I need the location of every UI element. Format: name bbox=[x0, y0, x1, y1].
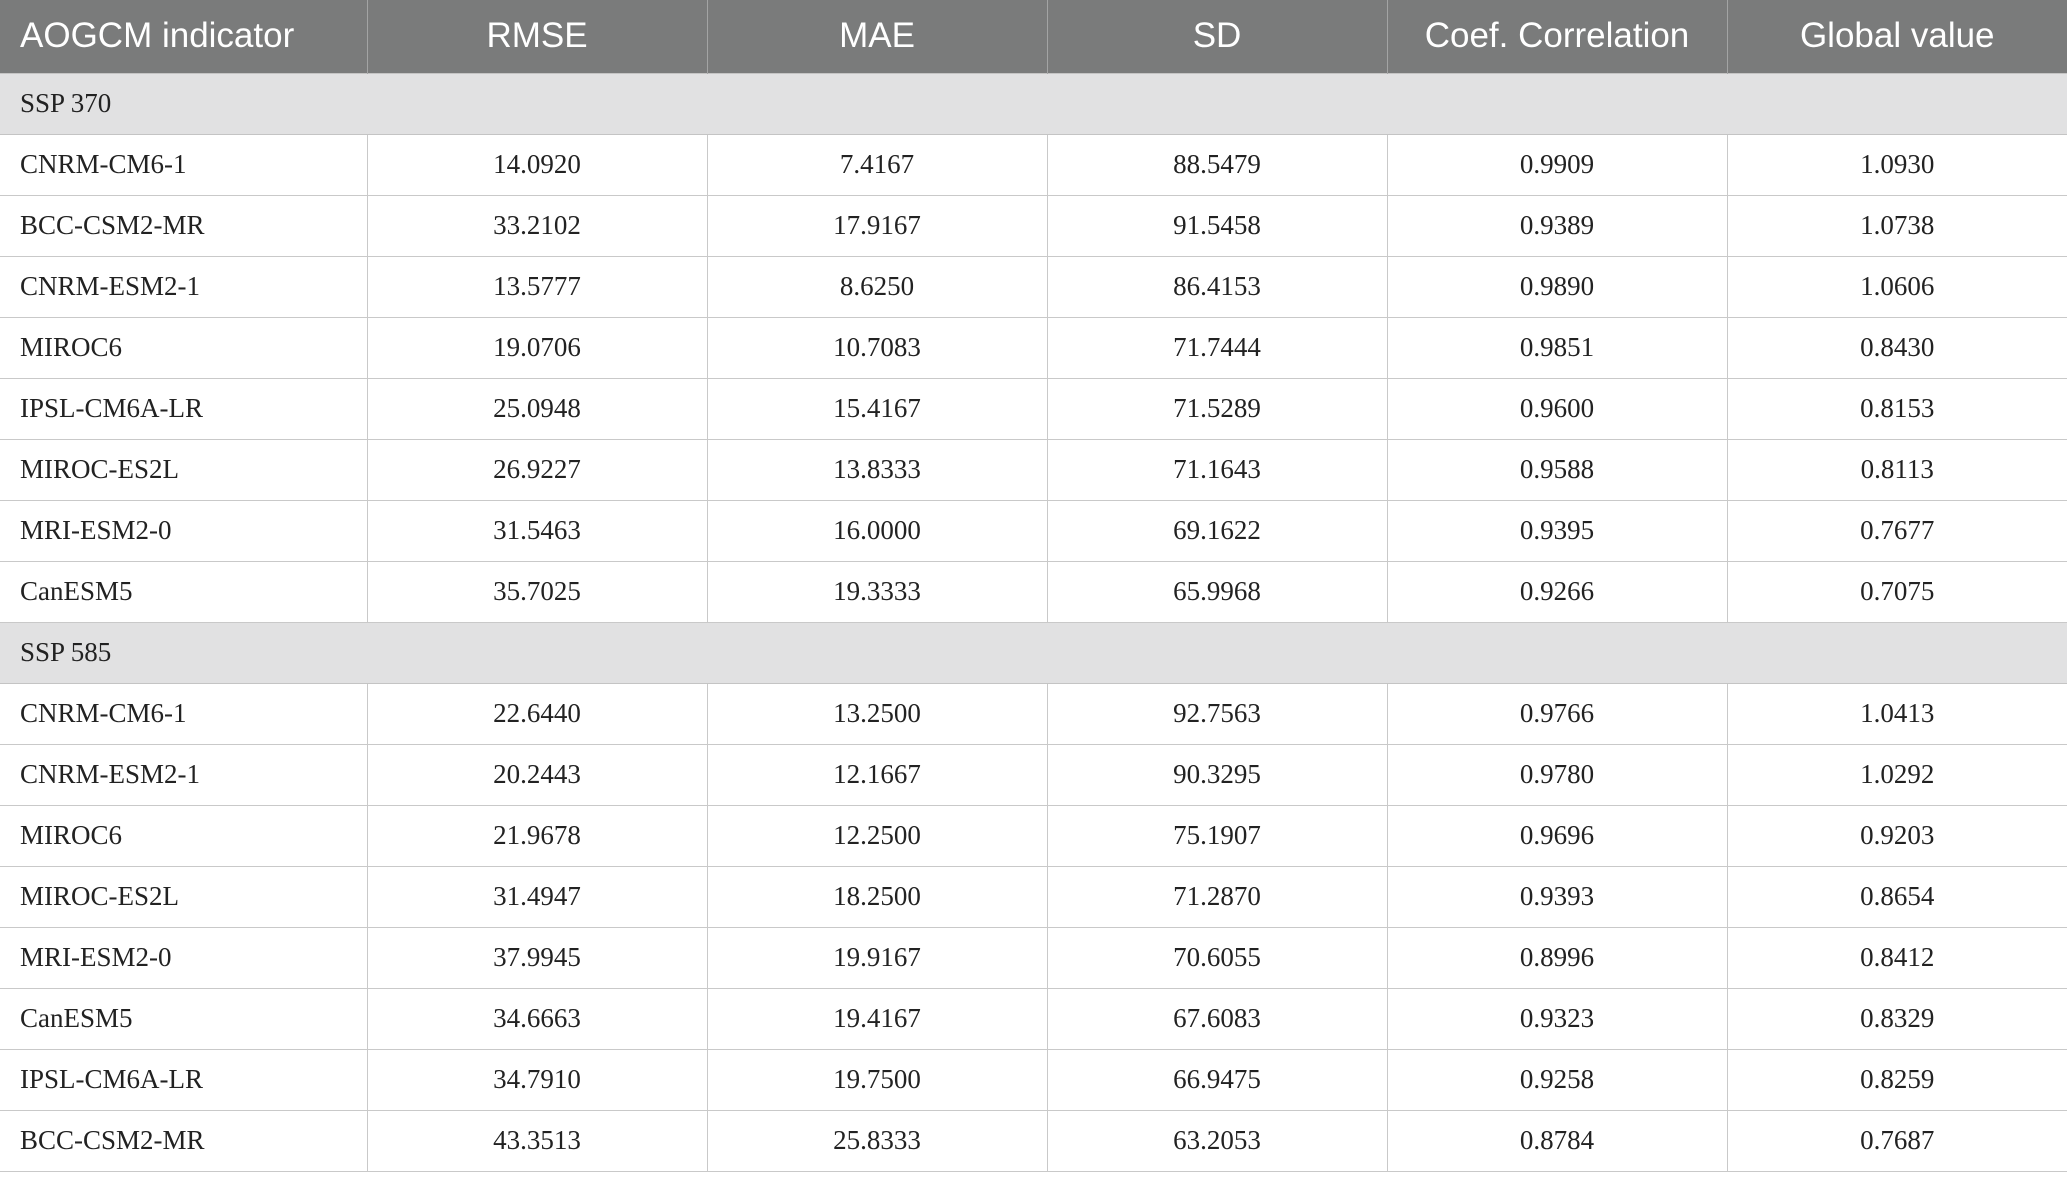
value-cell: 21.9678 bbox=[367, 805, 707, 866]
value-cell: 20.2443 bbox=[367, 744, 707, 805]
value-cell: 0.8153 bbox=[1727, 378, 2067, 439]
table-row bbox=[0, 195, 2067, 256]
model-name-cell: MIROC-ES2L bbox=[0, 439, 367, 500]
value-cell: 0.9393 bbox=[1387, 866, 1727, 927]
header-aogcm-indicator: AOGCM indicator bbox=[0, 0, 367, 73]
value-cell: 70.6055 bbox=[1047, 927, 1387, 988]
value-cell: 12.2500 bbox=[707, 805, 1047, 866]
value-cell: 18.2500 bbox=[707, 866, 1047, 927]
table-row bbox=[0, 1049, 2067, 1110]
value-cell: 0.9600 bbox=[1387, 378, 1727, 439]
value-cell: 67.6083 bbox=[1047, 988, 1387, 1049]
value-cell: 69.1622 bbox=[1047, 500, 1387, 561]
value-cell: 19.3333 bbox=[707, 561, 1047, 622]
value-cell: 33.2102 bbox=[367, 195, 707, 256]
value-cell: 86.4153 bbox=[1047, 256, 1387, 317]
value-cell: 0.8996 bbox=[1387, 927, 1727, 988]
value-cell: 0.7075 bbox=[1727, 561, 2067, 622]
value-cell: 0.7687 bbox=[1727, 1110, 2067, 1171]
table-body bbox=[0, 73, 2067, 1171]
model-name-cell: CNRM-ESM2-1 bbox=[0, 256, 367, 317]
value-cell: 63.2053 bbox=[1047, 1110, 1387, 1171]
value-cell: 71.2870 bbox=[1047, 866, 1387, 927]
value-cell: 0.9588 bbox=[1387, 439, 1727, 500]
header-row bbox=[0, 0, 2067, 73]
value-cell: 0.8430 bbox=[1727, 317, 2067, 378]
model-name-cell: MIROC6 bbox=[0, 805, 367, 866]
value-cell: 17.9167 bbox=[707, 195, 1047, 256]
table-row bbox=[0, 378, 2067, 439]
table-row bbox=[0, 744, 2067, 805]
value-cell: 34.6663 bbox=[367, 988, 707, 1049]
value-cell: 0.9389 bbox=[1387, 195, 1727, 256]
model-name-cell: BCC-CSM2-MR bbox=[0, 1110, 367, 1171]
value-cell: 0.9203 bbox=[1727, 805, 2067, 866]
value-cell: 0.9258 bbox=[1387, 1049, 1727, 1110]
value-cell: 25.8333 bbox=[707, 1110, 1047, 1171]
value-cell: 35.7025 bbox=[367, 561, 707, 622]
value-cell: 10.7083 bbox=[707, 317, 1047, 378]
group-row bbox=[0, 622, 2067, 683]
value-cell: 0.8113 bbox=[1727, 439, 2067, 500]
value-cell: 0.8412 bbox=[1727, 927, 2067, 988]
header-mae: MAE bbox=[707, 0, 1047, 73]
value-cell: 19.4167 bbox=[707, 988, 1047, 1049]
value-cell: 8.6250 bbox=[707, 256, 1047, 317]
value-cell: 16.0000 bbox=[707, 500, 1047, 561]
value-cell: 0.9266 bbox=[1387, 561, 1727, 622]
value-cell: 43.3513 bbox=[367, 1110, 707, 1171]
table-row bbox=[0, 561, 2067, 622]
value-cell: 22.6440 bbox=[367, 683, 707, 744]
value-cell: 0.8329 bbox=[1727, 988, 2067, 1049]
header-rmse: RMSE bbox=[367, 0, 707, 73]
value-cell: 13.8333 bbox=[707, 439, 1047, 500]
value-cell: 92.7563 bbox=[1047, 683, 1387, 744]
header-global-value: Global value bbox=[1727, 0, 2067, 73]
group-label: SSP 585 bbox=[0, 622, 2067, 683]
value-cell: 12.1667 bbox=[707, 744, 1047, 805]
value-cell: 15.4167 bbox=[707, 378, 1047, 439]
table-row bbox=[0, 805, 2067, 866]
model-name-cell: IPSL-CM6A-LR bbox=[0, 378, 367, 439]
value-cell: 90.3295 bbox=[1047, 744, 1387, 805]
value-cell: 75.1907 bbox=[1047, 805, 1387, 866]
value-cell: 26.9227 bbox=[367, 439, 707, 500]
value-cell: 0.9696 bbox=[1387, 805, 1727, 866]
value-cell: 91.5458 bbox=[1047, 195, 1387, 256]
model-name-cell: MIROC6 bbox=[0, 317, 367, 378]
model-name-cell: CNRM-ESM2-1 bbox=[0, 744, 367, 805]
value-cell: 71.7444 bbox=[1047, 317, 1387, 378]
table-row bbox=[0, 683, 2067, 744]
value-cell: 14.0920 bbox=[367, 134, 707, 195]
value-cell: 0.8259 bbox=[1727, 1049, 2067, 1110]
value-cell: 0.9890 bbox=[1387, 256, 1727, 317]
value-cell: 13.5777 bbox=[367, 256, 707, 317]
group-label: SSP 370 bbox=[0, 73, 2067, 134]
model-name-cell: CNRM-CM6-1 bbox=[0, 683, 367, 744]
value-cell: 13.2500 bbox=[707, 683, 1047, 744]
value-cell: 0.9780 bbox=[1387, 744, 1727, 805]
value-cell: 0.9323 bbox=[1387, 988, 1727, 1049]
model-name-cell: MRI-ESM2-0 bbox=[0, 500, 367, 561]
table-row bbox=[0, 317, 2067, 378]
value-cell: 0.9395 bbox=[1387, 500, 1727, 561]
model-name-cell: BCC-CSM2-MR bbox=[0, 195, 367, 256]
value-cell: 25.0948 bbox=[367, 378, 707, 439]
header-sd: SD bbox=[1047, 0, 1387, 73]
model-name-cell: MRI-ESM2-0 bbox=[0, 927, 367, 988]
table-row bbox=[0, 500, 2067, 561]
model-name-cell: IPSL-CM6A-LR bbox=[0, 1049, 367, 1110]
value-cell: 34.7910 bbox=[367, 1049, 707, 1110]
table-row bbox=[0, 866, 2067, 927]
header-coef-correlation: Coef. Correlation bbox=[1387, 0, 1727, 73]
group-row bbox=[0, 73, 2067, 134]
value-cell: 88.5479 bbox=[1047, 134, 1387, 195]
value-cell: 65.9968 bbox=[1047, 561, 1387, 622]
value-cell: 0.9766 bbox=[1387, 683, 1727, 744]
table-row bbox=[0, 439, 2067, 500]
value-cell: 0.9909 bbox=[1387, 134, 1727, 195]
value-cell: 1.0292 bbox=[1727, 744, 2067, 805]
model-name-cell: MIROC-ES2L bbox=[0, 866, 367, 927]
value-cell: 0.9851 bbox=[1387, 317, 1727, 378]
value-cell: 1.0413 bbox=[1727, 683, 2067, 744]
table-row bbox=[0, 927, 2067, 988]
value-cell: 66.9475 bbox=[1047, 1049, 1387, 1110]
value-cell: 71.5289 bbox=[1047, 378, 1387, 439]
value-cell: 19.0706 bbox=[367, 317, 707, 378]
value-cell: 0.7677 bbox=[1727, 500, 2067, 561]
model-name-cell: CNRM-CM6-1 bbox=[0, 134, 367, 195]
value-cell: 31.5463 bbox=[367, 500, 707, 561]
value-cell: 1.0738 bbox=[1727, 195, 2067, 256]
table-row bbox=[0, 1110, 2067, 1171]
value-cell: 71.1643 bbox=[1047, 439, 1387, 500]
value-cell: 7.4167 bbox=[707, 134, 1047, 195]
value-cell: 0.8784 bbox=[1387, 1110, 1727, 1171]
value-cell: 1.0606 bbox=[1727, 256, 2067, 317]
value-cell: 37.9945 bbox=[367, 927, 707, 988]
value-cell: 0.8654 bbox=[1727, 866, 2067, 927]
value-cell: 19.9167 bbox=[707, 927, 1047, 988]
model-name-cell: CanESM5 bbox=[0, 988, 367, 1049]
table-row bbox=[0, 134, 2067, 195]
model-name-cell: CanESM5 bbox=[0, 561, 367, 622]
value-cell: 1.0930 bbox=[1727, 134, 2067, 195]
value-cell: 19.7500 bbox=[707, 1049, 1047, 1110]
value-cell: 31.4947 bbox=[367, 866, 707, 927]
table-row bbox=[0, 256, 2067, 317]
table-row bbox=[0, 988, 2067, 1049]
